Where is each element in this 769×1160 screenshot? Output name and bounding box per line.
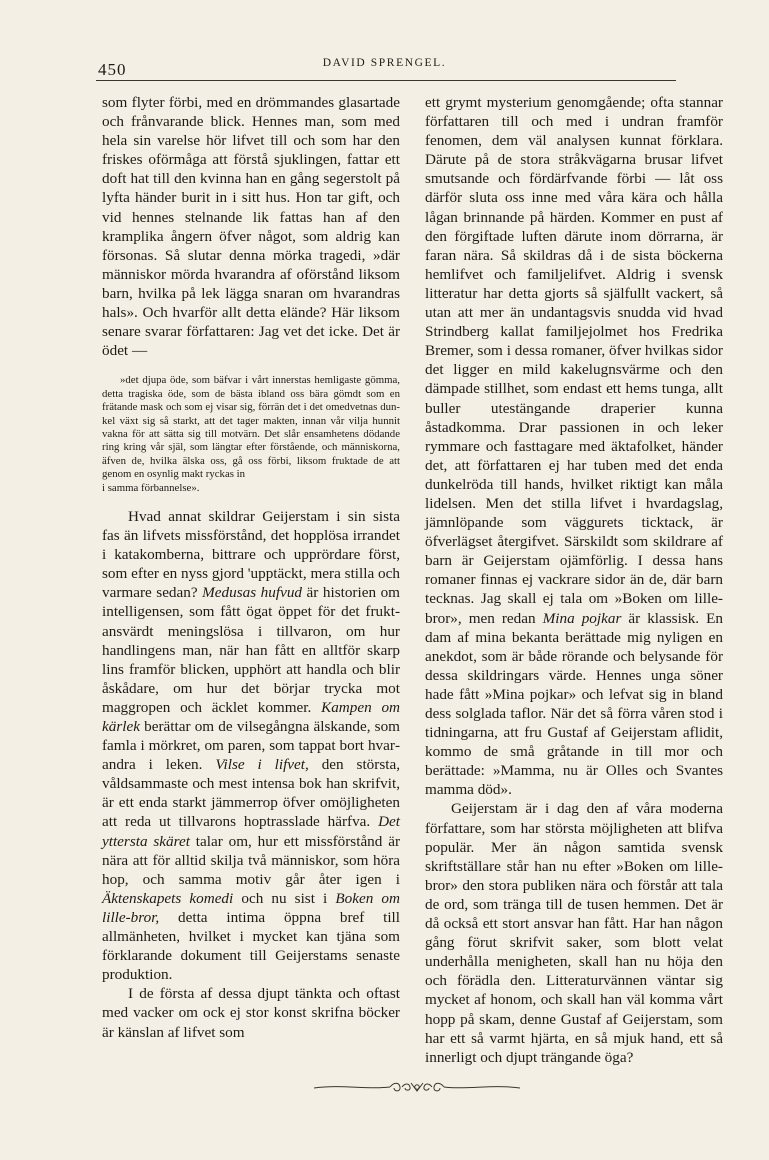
paragraph-continued: som flyter förbi, med en drömmandes glasartade och frånvarande blick. Hennes man, som med hela sin varelse hör lifvet till och som har den friskes oförmåga att förstå sjuklingen, fattar ett doft hat till den kvinna han en gång segerstolt på lyfta händer burit in i sitt hus. Hon tar gift, och vid hennes stelnande lik fattas han af den kramplika ångern öfver något, som aldrig kan försonas. Så slutar denna mörka tragedi, »där människor mörda hvarandra af oförstånd liksom barn, hvilka på lek lägga snaran om hvarandras hals». Och hvarför allt detta elände? Här liksom senare svarar författaren: Jag vet det icke. Det är ödet — <box>102 94 400 360</box>
page-number: 450 <box>98 60 127 79</box>
block-quote <box>102 374 400 495</box>
paragraph-first-books: I de första af dessa djupt tänkta och oftast med vacker om ock ej stor konst skrifna böcker är känslan af lifvet som <box>102 985 400 1041</box>
title-vilse-i-lifvet: Vilse i lifvet, <box>215 756 309 774</box>
decorative-tailpiece-icon <box>312 1080 522 1094</box>
title-mina-pojkar: Mina pojkar <box>542 609 622 627</box>
left-column <box>102 93 400 1042</box>
title-kampen-om-karlek: Kampen om kärlek <box>102 698 401 735</box>
block-quote-end: i samma förbannelse». <box>102 481 200 494</box>
title-boken-om-lille-bror: Boken om lille-bror, <box>102 889 400 926</box>
title-det-yttersta-skaret: Det yttersta skäret <box>102 813 400 850</box>
header-rule <box>96 80 676 81</box>
title-medusas-hufvud: Medusas hufvud <box>202 584 303 602</box>
title-aktenskapets-komedi: Äktenskapets komedi <box>102 889 234 907</box>
paragraph-closing: Geijerstam är i dag den af våra moderna författare, som har största möjligheten att blifva populär. Mer än någon samtida svensk skriftställare står han nu efter »Boken om lille-bror» den stora publiken nära och förstår att tala de ord, som tränga till de tusen hemmen. Det är då också ett stort ansvar han fått. Har han någon gång förut skrifvit saker, som blott velat underhålla menigheten, skall han nu höja den och förädla den. Litteraturvännen väntar sig mycket af honom, och skall han väl komma vårt hopp på skam, denne Gustaf af Geijerstam, som har ett så varmt hjärta, en så mjuk hand, ett så innerligt och djupt trängande öga? <box>425 800 723 1066</box>
paragraph-mysterium: ett grymt mysterium genomgående; ofta stannar författaren till och med i undran framför fenomen, dem väl analysen kunnat förklara. Därute på de stora stråkvägarna brusar lifvet smutsande och fördärfvande förbi — låt oss därför sluta oss inne med våra kära och hålla lågan brinnande på härden. Kommer en pust af den förgiftade luften därute inom dörrarna, är faran nära. Så skildras då i de sista böckerna hemlifvet och familjelifvet. Aldrig i svensk litteratur har detta gjorts så själfullt vackert, så utan att mer än undantagsvis snudda vid hvad Strindberg kallat familjejolmet hos Fredrika Bremer, som i dessa romaner, öfver hvilkas sidor det ligger en mild kakelugnsvärme och den dämpade stillhet, som endast ett hems tunga, allt buller utestängande draperier kunna åstadkomma. Drar passionen in och leker rymmare och fasttagare med äktafolket, händer det, att författaren ej har tuben med det enda dunkelröda till hands, hvilket riktigt kan måla lidelsen. Men det stilla lifvet i hvardagslag, jämnlöpande som väggurets ticktack, är öfverlägset återgifvet. Särskildt som skildrare af barn är Geijerstam ojämförlig. I dessa hans romaner finnas ej vackrare sidor än de, där barn tecknas. Jag skall ej tala om »Boken om lille-bror», men redan Mina pojkar är klassisk. En dam af mina bekanta berättade mig nyligen en anekdot, som är både rörande och belysande för dessa skildringars värde. Hennes unga söner hade fått »Mina pojkar» och lefvat sig in bland dess solglada taflor. När det så förra våren stod i tidningarna, att fru Gustaf af Geijerstam aflidit, kommo de små gråtande in till mor och berättade: »Mamma, nu är Olles och Svantes mamma död». <box>425 94 723 799</box>
right-column <box>425 93 723 1067</box>
paragraph-titles: Hvad annat skildrar Geijerstam i sin sista fas än lifvets missförstånd, det hopplösa irrandet i katakomberna, bittrare och upprördare först, som efter en nyss gjord 'upptäckt, mera stilla och varmare sedan? Medusas hufvud är historien om intelligensen, som fått ögat öppet för det fruktansvärdt meningslösa i tillvaron, om hur handlingens man, när han fått en alltför skarp lins framför blicken, upphört att handla och blir åskådare, om hur det börjar trycka mot maggropen och äcklet kommer. Kampen om kärlek berättar om de vilsegångna älskande, som famla i mörkret, om paren, som tappat bort hvarandra i leken. Vilse i lifvet, den största, våldsammaste och mest intensa bok han skrifvit, är ett enda starkt jämmerrop öfver omöjligheten att reda ut tillvarons hoptrasslade härfva. Det yttersta skäret talar om, hur ett missförstånd är nära att för alltid skilja två människor, som höra hop, och samma motiv går åter igen i Äktenskapets komedi och nu sist i Boken om lille-bror, detta intima öppna bref till allmänheten, hvilket i mycket kan tjäna som förklarande dokument till Geijerstams senaste produktion. <box>102 507 401 984</box>
running-title: DAVID SPRENGEL. <box>322 57 447 69</box>
block-quote-text: »det djupa öde, som bäfvar i vårt innerstas hemligaste gömma, detta tragiska öde, som de bästa ibland oss bära gömdt som en frätande mask och som ej visar sig, förrän det i det omedvetnas dunkel växt sig så starkt, att det tager makten, innan vår vilja hunnit vakna för att sätta sig till motvärn. Det slår ensamhetens dödande ring kring vår själ, som längtar efter förstående, och människorna, äfven de, hvilka älska oss, gå oss förbi, liksom fruktade de att genom en osynlig makt ryckas in <box>102 374 400 481</box>
